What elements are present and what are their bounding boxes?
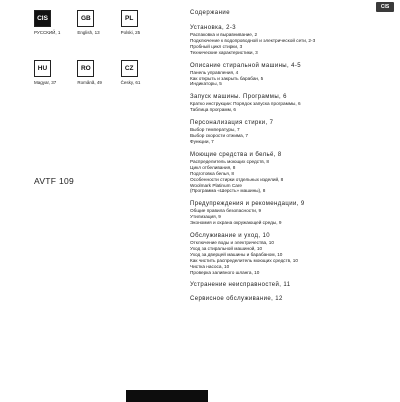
language-item-cz[interactable] xyxy=(121,60,164,85)
toc-entry[interactable]: Технические характеристики, 3 xyxy=(190,49,258,55)
toc-title: Содержание xyxy=(190,10,231,16)
table-of-contents xyxy=(190,10,380,310)
toc-heading[interactable]: Устранение неисправностей, 11 xyxy=(190,282,291,289)
toc-entry[interactable]: Выбор скорости отжима, 7 xyxy=(190,133,248,139)
toc-section-troubleshooting xyxy=(190,282,380,289)
language-code-box: PL xyxy=(121,10,138,27)
language-row xyxy=(34,60,164,85)
toc-section-installation xyxy=(190,25,380,56)
toc-entry[interactable]: Особенности стирки отдельных изделий, 8 xyxy=(190,176,284,182)
toc-section-description xyxy=(190,63,380,88)
toc-heading[interactable]: Установка, 2-3 xyxy=(190,25,236,31)
toc-section-warnings xyxy=(190,201,380,226)
toc-entry[interactable]: Как чистить распределитель моющих средств, 10 xyxy=(190,257,298,263)
toc-entry[interactable]: Уход за дверцей машины и барабаном, 10 xyxy=(190,251,283,257)
language-code-box: CZ xyxy=(121,60,138,77)
language-code-box: GB xyxy=(77,10,94,27)
toc-heading[interactable]: Сервисное обслуживание, 12 xyxy=(190,296,283,303)
language-label: РУССКИЙ, 1 xyxy=(34,30,61,35)
page-language-tag: CIS xyxy=(376,2,394,12)
toc-entry[interactable]: Общие правила безопасности, 9 xyxy=(190,208,262,214)
language-label: English, 13 xyxy=(77,30,100,35)
toc-heading[interactable]: Описание стиральной машины, 4-5 xyxy=(190,62,302,69)
toc-entry[interactable]: Чистка насоса, 10 xyxy=(190,263,230,269)
language-label: Česky, 61 xyxy=(120,80,141,85)
toc-section-detergents xyxy=(190,152,380,194)
toc-entry[interactable]: Распределитель моющих средств, 8 xyxy=(190,158,269,164)
toc-entry[interactable]: Как открыть и закрыть барабан, 5 xyxy=(190,75,264,81)
toc-entry[interactable]: Цикл отбеливания, 8 xyxy=(190,164,236,170)
toc-entry[interactable]: Кратко инструкции: Порядок запуска программы, 6 xyxy=(190,101,301,107)
language-label: Magyar, 37 xyxy=(34,80,57,85)
model-number: AVTF 109 xyxy=(34,176,75,186)
toc-heading[interactable]: Запуск машины. Программы, 6 xyxy=(190,94,287,101)
language-item-pl[interactable] xyxy=(121,10,164,35)
language-item-ro[interactable] xyxy=(77,60,120,85)
language-code-box: RO xyxy=(77,60,94,77)
toc-entry[interactable]: Функции, 7 xyxy=(190,138,214,144)
toc-heading[interactable]: Предупреждения и рекомендации, 9 xyxy=(190,201,305,208)
toc-entry[interactable]: Проверка заливного шланга, 10 xyxy=(190,269,260,275)
toc-entry[interactable]: Распаковка и выравнивание, 2 xyxy=(190,32,258,37)
toc-entry[interactable]: Экономия и охрана окружающей среды, 9 xyxy=(190,220,282,226)
toc-heading[interactable]: Обслуживание и уход, 10 xyxy=(190,233,270,240)
toc-section-personalisation xyxy=(190,120,380,145)
toc-entry[interactable]: Выбор температуры, 7 xyxy=(190,127,240,133)
language-item-cis[interactable] xyxy=(34,10,77,35)
toc-entry[interactable]: Уход за стиральной машиной, 10 xyxy=(190,245,263,251)
toc-section-service xyxy=(190,296,380,303)
language-label: Polski, 25 xyxy=(120,30,141,35)
brand-logo xyxy=(126,390,208,402)
toc-entry[interactable]: Подключение к водопроводной и электрической сети, 2-3 xyxy=(190,37,316,43)
toc-entry[interactable]: Подготовка белья, 8 xyxy=(190,170,234,176)
language-code-box: HU xyxy=(34,60,51,77)
language-label: Română, 49 xyxy=(77,80,102,85)
toc-entry[interactable]: (Программа «Шерсть» машины), 8 xyxy=(190,188,266,194)
toc-entry[interactable]: Woolmark Platinum Care xyxy=(190,182,243,188)
toc-heading[interactable]: Моющие средства и бельё, 8 xyxy=(190,151,282,158)
language-index xyxy=(34,10,164,85)
toc-section-maintenance xyxy=(190,233,380,275)
toc-entry[interactable]: Пробный цикл стирки, 3 xyxy=(190,43,243,49)
language-row xyxy=(34,10,164,35)
language-code-box: CIS xyxy=(34,10,51,27)
toc-heading[interactable]: Персонализация стирки, 7 xyxy=(190,120,274,127)
toc-section-programs xyxy=(190,94,380,113)
toc-entry[interactable]: Индикаторы, 5 xyxy=(190,81,222,87)
toc-entry[interactable]: Таблица программ, 6 xyxy=(190,107,237,113)
language-item-hu[interactable] xyxy=(34,60,77,85)
language-item-gb[interactable] xyxy=(77,10,120,35)
toc-entry[interactable]: Отключение воды и электричества, 10 xyxy=(190,240,274,246)
toc-entry[interactable]: Утилизация, 9 xyxy=(190,214,221,220)
toc-entry[interactable]: Панель управления, 4 xyxy=(190,69,239,75)
